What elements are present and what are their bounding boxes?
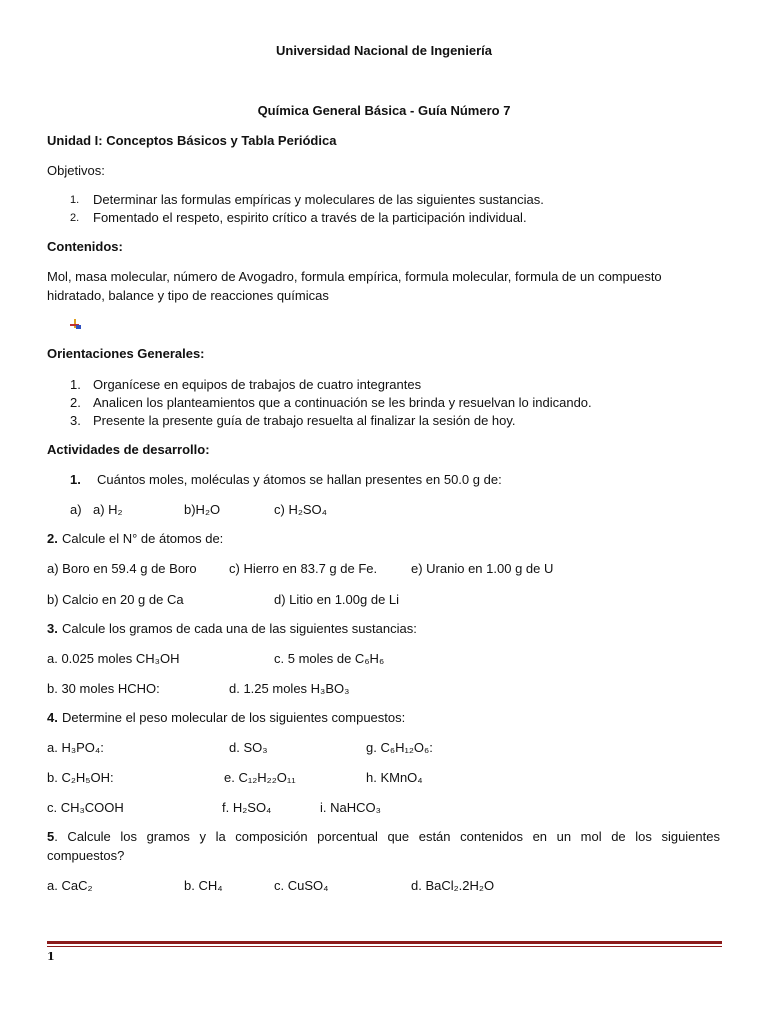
objective-item: Determinar las formulas empíricas y moleculares de las siguientes sustancias.	[93, 192, 544, 207]
option: b. CH₄	[184, 878, 223, 893]
option-marker: a)	[70, 502, 82, 517]
option: b. C₂H₅OH:	[47, 770, 114, 785]
option: e. C₁₂H₂₂O₁₁	[224, 770, 296, 785]
contents-heading: Contenidos:	[47, 239, 123, 254]
option: a. 0.025 moles CH₃OH	[47, 651, 180, 666]
option: d. BaCl₂.2H₂O	[411, 878, 495, 893]
guideline-number: 1.	[70, 377, 81, 392]
option: a) H₂	[93, 502, 123, 517]
unit-heading: Unidad I: Conceptos Básicos y Tabla Periódica	[47, 133, 337, 148]
option: c) Hierro en 83.7 g de Fe.	[229, 561, 378, 576]
question-text: Calcule el N° de átomos de:	[62, 531, 224, 546]
option: b. 30 moles HCHO:	[47, 681, 160, 696]
question-text: Determine el peso molecular de los siguientes compuestos:	[62, 710, 406, 725]
objective-number: 2.	[70, 212, 80, 224]
objectives-label: Objetivos:	[47, 163, 105, 178]
option: g. C₆H₁₂O₆:	[366, 740, 433, 755]
option: e) Uranio en 1.00 g de U	[411, 561, 554, 576]
decorative-bullet-icon	[70, 319, 81, 330]
option: a. CaC₂	[47, 878, 93, 893]
contents-text-line2: hidratado, balance y tipo de reacciones químicas	[47, 288, 329, 303]
option: h. KMnO₄	[366, 770, 423, 785]
option: c. CuSO₄	[274, 878, 329, 893]
option: c) H₂SO₄	[274, 502, 327, 517]
option: d) Litio en 1.00g de Li	[274, 592, 400, 607]
question-text: Calcule los gramos de cada una de las siguientes sustancias:	[62, 621, 417, 636]
option: b) Calcio en 20 g de Ca	[47, 592, 184, 607]
question-number: 2.	[47, 531, 58, 546]
option: i. NaHCO₃	[320, 800, 381, 815]
option: c. 5 moles de C₆H₆	[274, 651, 385, 666]
question-number: 5	[47, 829, 55, 844]
footer-rule	[47, 941, 722, 944]
question-text: Cuántos moles, moléculas y átomos se hallan presentes en 50.0 g de:	[97, 472, 502, 487]
guidelines-heading: Orientaciones Generales:	[47, 346, 205, 361]
option: c. CH₃COOH	[47, 800, 124, 815]
question-5-line1	[47, 827, 720, 865]
guideline-item: Analicen los planteamientos que a continuación se les brinda y resuelvan lo indicando.	[93, 395, 592, 410]
course-title: Química General Básica - Guía Número 7	[257, 103, 511, 118]
guideline-item: Presente la presente guía de trabajo resuelta al finalizar la sesión de hoy.	[93, 413, 516, 428]
option: b)H₂O	[184, 502, 221, 517]
question-number: 4.	[47, 710, 58, 725]
guideline-number: 2.	[70, 395, 81, 410]
objective-item: Fomentado el respeto, espirito crítico a través de la participación individual.	[93, 210, 527, 225]
option: f. H₂SO₄	[222, 800, 272, 815]
activities-heading: Actividades de desarrollo:	[47, 442, 210, 457]
contents-text-line1: Mol, masa molecular, número de Avogadro, formula empírica, formula molecular, formula de un compuesto	[47, 269, 662, 284]
option: a. H₃PO₄:	[47, 740, 104, 755]
footer-rule-thin	[47, 946, 722, 947]
question-number: 1.	[70, 472, 81, 487]
guideline-item: Organícese en equipos de trabajos de cuatro integrantes	[93, 377, 422, 392]
option: d. 1.25 moles H₃BO₃	[229, 681, 350, 696]
question-text-continued: compuestos?	[47, 848, 125, 863]
page-number: 1	[47, 950, 55, 963]
option: a) Boro en 59.4 g de Boro	[47, 561, 197, 576]
option: d. SO₃	[229, 740, 268, 755]
objective-number: 1.	[70, 194, 80, 206]
question-text: . Calcule los gramos y la composición porcentual que están contenidos en un mol de los siguientes	[54, 829, 720, 844]
university-title: Universidad Nacional de Ingeniería	[275, 43, 492, 58]
guideline-number: 3.	[70, 413, 81, 428]
question-number: 3.	[47, 621, 58, 636]
